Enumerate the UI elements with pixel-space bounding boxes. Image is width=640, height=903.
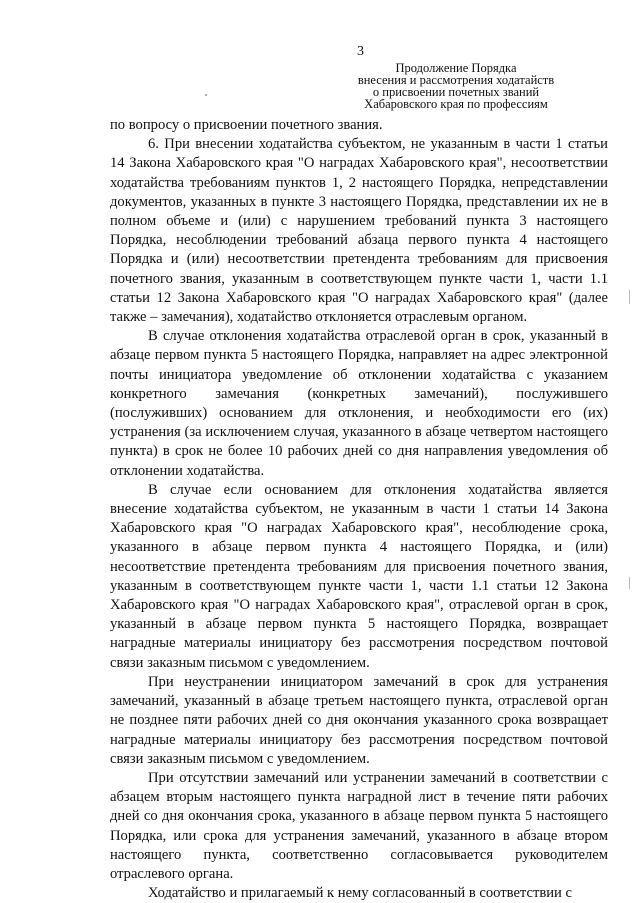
paragraph-rejection: В случае отклонения ходатайства отраслевой орган в срок, указанный в абзаце первом пункта 5 настоящего Порядка, направляет на адрес электронной почты инициатора уведомление об отклонении ходатайства с указанием конкретного замечания (конкретных замечаний), послужившего (послуживших) основанием для отклонения, и необходимости его (их) устранения (за исключением случая, указанного в абзаце четвертом настоящего пункта) в срок не более 10 рабочих дней со дня направления уведомления об отклонении ходатайства. bbox=[110, 328, 608, 479]
scan-mark bbox=[629, 577, 630, 589]
page-number: 3 bbox=[357, 44, 364, 59]
paragraph-approval: При отсутствии замечаний или устранении замечаний в соответствии с абзацем вторым настоящего пункта наградной лист в течение пяти рабочих дней со дня окончания срока, указанного в абзаце первом пункта 5 настоящего Порядка, или срока для устранения замечаний, указанного в абзаце втором настоящего пункта, соответственно согласовывается руководителем отраслевого органа. bbox=[110, 769, 608, 882]
scan-mark bbox=[629, 290, 630, 304]
header-line: Хабаровского края по профессиям bbox=[364, 97, 548, 111]
document-body bbox=[110, 116, 608, 903]
running-header bbox=[306, 62, 606, 110]
scan-dot bbox=[205, 94, 207, 96]
paragraph-non-elimination: При неустранении инициатором замечаний в срок для устранения замечаний, указанный в абзаце третьем настоящего пункта, отраслевой орган не позднее пяти рабочих дней со дня окончания указанного срока возвращает наградные материалы инициатору без рассмотрения посредством почтовой связи заказным письмом с уведомлением. bbox=[110, 673, 608, 767]
paragraph-final: Ходатайство и прилагаемый к нему согласованный в соответствии с bbox=[148, 885, 572, 902]
paragraph-return: В случае если основанием для отклонения ходатайства является внесение ходатайства субъектом, не указанным в части 1 статьи 14 Закона Хабаровского края "О наградах Хабаровского края", несоблюдение срока, указанного в абзаце первом пункта 4 настоящего Порядка, и (или) несоответствие претендента требованиям для присвоения почетного звания, указанным в соответствующем пункте части 1, части 1.1 статьи 12 Закона Хабаровского края "О наградах Хабаровского края", отраслевой орган в срок, указанный в абзаце первом пункта 5 настоящего Порядка, возвращает наградные материалы инициатору без рассмотрения посредством почтовой связи заказным письмом с уведомлением. bbox=[110, 481, 608, 671]
header-line: о присвоении почетных званий bbox=[372, 85, 540, 99]
paragraph-continuation: по вопросу о присвоении почетного звания. bbox=[110, 117, 383, 133]
header-line: Продолжение Порядка bbox=[395, 61, 517, 75]
header-line: внесения и рассмотрения ходатайств bbox=[357, 73, 555, 87]
paragraph-item-6: 6. При внесении ходатайства субъектом, не указанным в части 1 статьи 14 Закона Хабаровского края "О наградах Хабаровского края", несоответствии ходатайства требованиям пунктов 1, 2 настоящего Порядка, непредставлении документов, указанных в пункте 3 настоящего Порядка, представлении их не в полном объеме и (или) с нарушением требований пункта 3 настоящего Порядка, несоблюдении требований абзаца первого пункта 4 настоящего Порядка и (или) несоответствии претендента требованиям для присвоения почетного звания, указанным в соответствующем пункте части 1, части 1.1 статьи 12 Закона Хабаровского края "О наградах Хабаровского края" (далее также – замечания), ходатайство отклоняется отраслевым органом. bbox=[110, 136, 608, 326]
